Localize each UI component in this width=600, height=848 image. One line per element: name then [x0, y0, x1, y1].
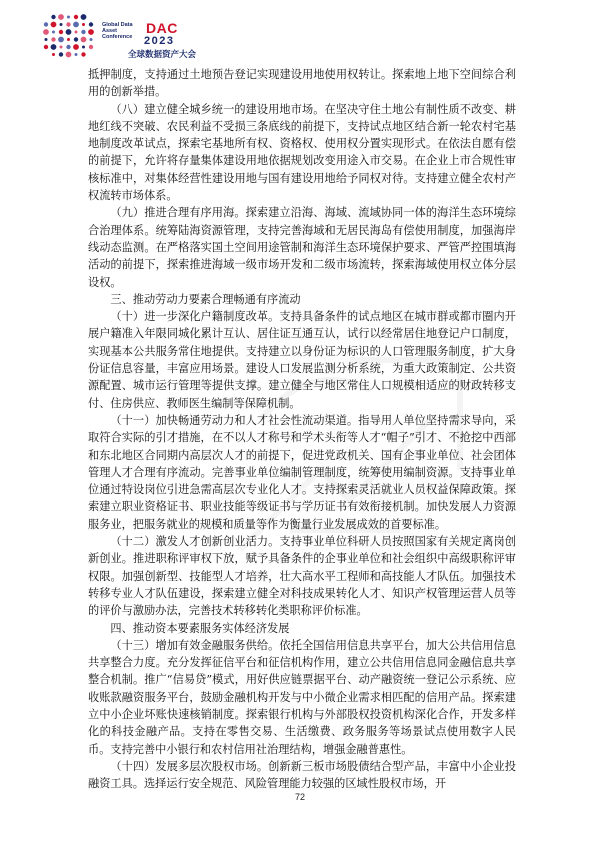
logo-dot [82, 23, 85, 26]
logo-dot [66, 29, 72, 35]
logo-dot [67, 38, 70, 41]
logo-dot [82, 46, 85, 49]
logo-dot [45, 38, 48, 41]
logo-dot [58, 37, 64, 43]
logo-dot [66, 52, 72, 58]
logo-dot [89, 22, 93, 26]
logo-english-name: Global Data Asset Conference [102, 22, 133, 40]
logo-dot [73, 44, 79, 50]
paragraph: （十一）加快畅通劳动力和人才社会性流动渠道。指导用人单位坚持需求导向，采取符合实际的引才措施，在不以人才称号和学术头衔等人才“帽子”引才、不抢挖中西部和东北地区合同期内高层次人才的前提下，促进党政机关、国有企事业单位、社会团体管理人才合理有序流动。完善事业单位编制管理制度，统筹使用编制资源。支持事业单位通过特设岗位引进急需高层次专业化人才。支持探索灵活就业人员权益保障政策。探索建立职业资格证书、职业技能等级证书与学历证书有效衔接机制。加快发展人力资源服务业，把服务就业的规模和质量等作为衡量行业发展成效的首要标准。 [88, 413, 516, 531]
logo-dot [81, 37, 87, 43]
logo-dot [66, 22, 70, 26]
logo-dot [66, 45, 70, 49]
logo-dot [52, 53, 55, 56]
logo-dot [88, 29, 94, 35]
paragraph: （十四）发展多层次股权市场。创新新三板市场股债结合型产品，丰富中小企业投融资工具。选择运行安全规范、风险管理能力较强的区域性股权市场，开 [88, 759, 516, 791]
logo-dot [75, 31, 78, 34]
logo-dot [51, 37, 55, 41]
logo-dot [51, 22, 57, 28]
logo-chinese-name: 全球数据资产大会 [128, 50, 197, 60]
paragraph: （九）推进合理有序用海。探索建立沿海、海域、流域协同一体的海洋生态环境综合治理体系。统筹陆海资源管理，支持完善海域和无居民海岛有偿使用制度，加强海岸线动态监测。在严格落实国土空间用途管制和海洋生态环境保护要求、严管严控围填海活动的前提下，探索推进海域一级市场开发和二级市场流转，探索海域使用权立体分层设权。 [88, 206, 516, 289]
conference-logo [40, 12, 260, 60]
paragraph: （十）进一步深化户籍制度改革。支持具备条件的试点地区在城市群或都市圈内开展户籍准入年限同城化累计互认、居住证互通互认，试行以经常居住地登记户口制度，实现基本公共服务常住地提供。支持建立以身份证为标识的人口管理服务制度，扩大身份证信息容量，丰富应用场景。建设人口发展监测分析系统，为重大政策制定、公共资源配置、城市运行管理等提供支撑。建立健全与地区常住人口规模相适应的财政转移支付、住房供应、教师医生编制等保障机制。 [88, 310, 516, 410]
dot-globe-logo-icon [40, 12, 96, 60]
logo-dot [43, 29, 49, 35]
logo-dot [51, 44, 57, 50]
logo-dot [90, 38, 93, 41]
paragraph: （十二）激发人才创新创业活力。支持事业单位科研人员按照国家有关规定离岗创新创业。推进职称评审权下放，赋予具备条件的企事业单位和社会组织中高级职称评审权限。加强创新型、技能型人才培养，壮大高水平工程师和高技能人才队伍。加强技术转移专业人才队伍建设，探索建立健全对科技成果转化人才、知识产权管理运营人员等的评价与激励办法，完善技术转移转化类职称评价标准。 [88, 535, 516, 618]
logo-dot [81, 30, 85, 34]
logo-dot [67, 16, 70, 19]
logo-dac: DAC [146, 20, 178, 36]
paragraph: 四、推动资本要素服务实体经济发展 [110, 621, 290, 635]
logo-dot [81, 14, 87, 20]
logo-dot [52, 31, 55, 34]
logo-dot [44, 22, 48, 26]
logo-dot [74, 15, 78, 19]
logo-year: 2023 [144, 35, 175, 47]
logo-dot [75, 53, 78, 56]
logo-dot [74, 37, 78, 41]
logo-dot [60, 46, 63, 49]
logo-dot [59, 52, 63, 56]
logo-dot [89, 45, 93, 49]
logo-dot [59, 30, 63, 34]
paragraph: 三、推动劳动力要素合理畅通有序流动 [110, 292, 301, 306]
logo-dot [73, 22, 79, 28]
page-number: 72 [294, 792, 305, 802]
logo-dot [44, 45, 48, 49]
logo-dot [58, 14, 64, 20]
document-body [88, 66, 516, 792]
paragraph: （十三）增加有效金融服务供给。依托全国信用信息共享平台，加大公共信用信息共享整合力度。充分发挥征信平台和征信机构作用，建立公共信用信息同金融信息共享整合机制。推广“信易贷”模式，用好供应链票据平台、动产融资统一登记公示系统、应收账款融资服务平台，鼓励金融机构开发与中小微企业需求相匹配的信用产品。探索建立中小企业坏账快速核销制度。探索银行机构与外部股权投资机构深化合作，开发多样化的科技金融产品。支持在零售交易、生活缴费、政务服务等场景试点使用数字人民币。支持完善中小银行和农村信用社治理结构，增强金融普惠性。 [88, 638, 516, 756]
logo-dot [60, 23, 63, 26]
paragraph: （八）建立健全城乡统一的建设用地市场。在坚决守住土地公有制性质不改变、耕地红线不突破、农民利益不受损三条底线的前提下，支持试点地区结合新一轮农村宅基地制度改革试点，探索宅基地所有权、资格权、使用权分置实现形式。在依法自愿有偿的前提下，允许将存量集体建设用地依据规划改变用途入市交易。在企业上市合规性审核标准中，对集体经营性建设用地与国有建设用地给予同权对待。支持建立健全农村产权流转市场体系。 [88, 102, 516, 203]
logo-dot [51, 15, 55, 19]
logo-dot [81, 52, 85, 56]
paragraph: 抵押制度，支持通过土地预告登记实现建设用地使用权转让。探索地上地下空间综合利用的创新举措。 [88, 68, 516, 99]
